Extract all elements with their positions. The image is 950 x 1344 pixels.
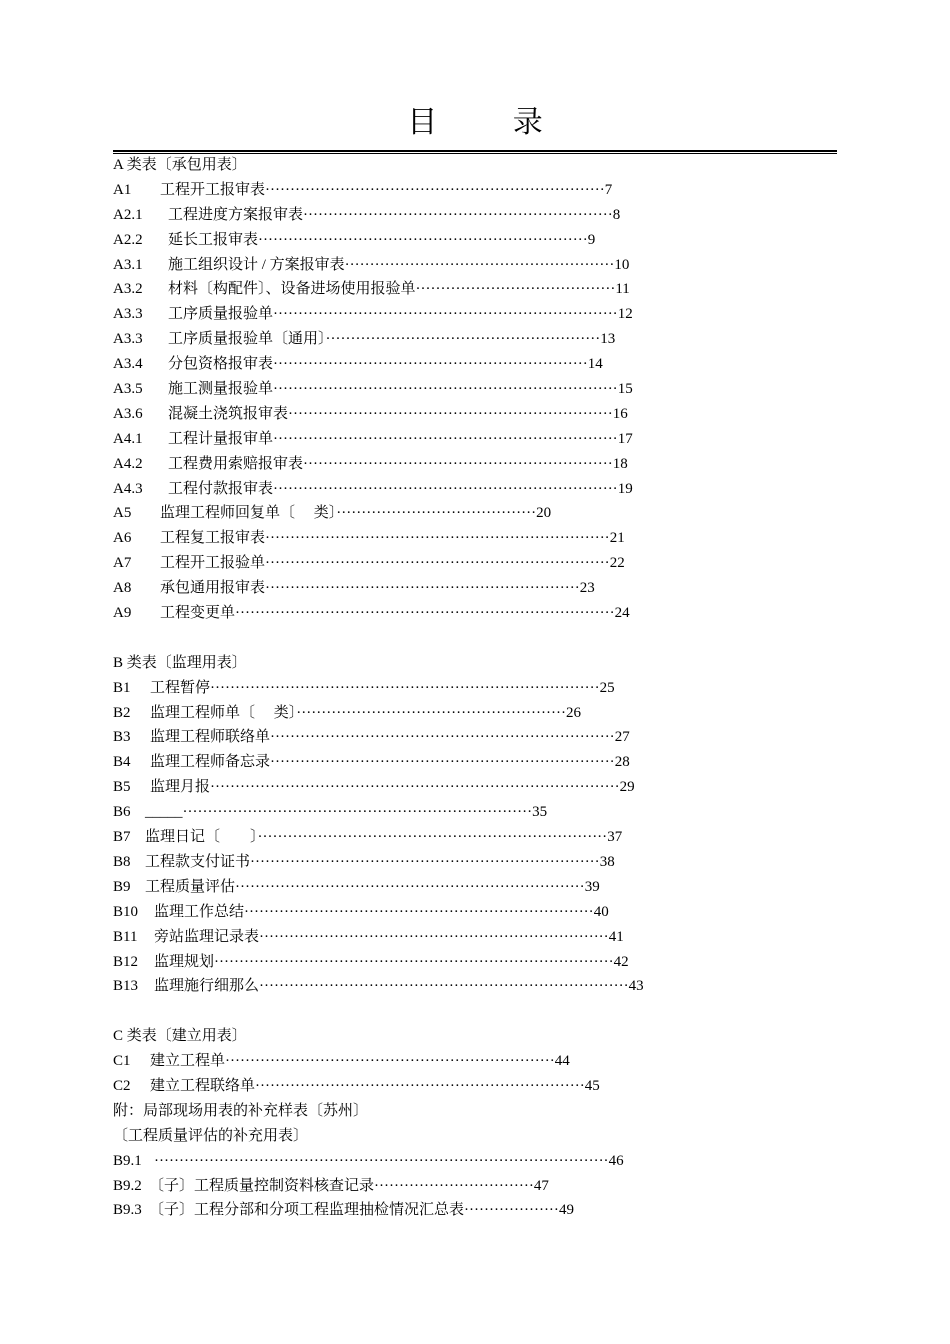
toc-entry[interactable] [113, 850, 853, 875]
toc-entry-code: B8 [113, 853, 131, 870]
toc-entry-title: 承包通用报审表 [160, 580, 266, 597]
dot-leader: ······································································ [244, 903, 594, 920]
toc-entry-code: A9 [113, 605, 132, 622]
toc-entry-page-number: 23 [579, 580, 595, 597]
toc-entry-title: 监理工作总结 [154, 903, 245, 920]
dot-leader: ·············································································· [210, 679, 600, 696]
toc-entry-code: A3.3 [113, 306, 143, 323]
section-a-title: A 类表〔承包用表〕 [113, 157, 247, 173]
toc-entry-title: 监理工程师回复单〔 类〕 [160, 505, 337, 522]
toc-entry[interactable] [113, 501, 853, 526]
toc-entry-code: B9 [113, 878, 131, 895]
dot-leader: ····································································· [273, 430, 618, 447]
dot-leader: ····································································· [265, 555, 610, 572]
toc-entry-page-number: 45 [584, 1077, 600, 1094]
toc-entry-title: 施工组织设计 / 方案报审表 [168, 256, 345, 273]
dot-leader: ································ [374, 1177, 534, 1194]
toc-entry-page-number: 9 [587, 231, 596, 248]
toc-entry-page-number: 44 [554, 1053, 570, 1070]
toc-entry-page-number: 40 [593, 903, 609, 920]
toc-entry-code: A3.3 [113, 331, 143, 348]
toc-entry-title: 〔子〕工程质量控制资料核查记录 [149, 1177, 375, 1194]
toc-entry-page-number: 24 [614, 605, 630, 622]
toc-entry[interactable] [113, 601, 853, 626]
dot-leader: ··················· [464, 1202, 559, 1219]
toc-entry-code: A6 [113, 530, 132, 547]
toc-entry-page-number: 20 [536, 505, 552, 522]
dot-leader: ······························································ [303, 206, 613, 223]
toc-entry-code: B7 [113, 829, 131, 846]
appendix-title: 附：局部现场用表的补充样表〔苏州〕 [113, 1102, 369, 1119]
dot-leader: ····································································· [270, 729, 615, 746]
toc-entry[interactable] [113, 875, 853, 900]
toc-entry-page-number: 39 [584, 878, 600, 895]
toc-entry-title: 工序质量报验单〔通用〕 [168, 331, 326, 348]
toc-entry-page-number: 43 [628, 978, 644, 995]
toc-entry[interactable] [113, 526, 853, 551]
toc-entry[interactable] [113, 925, 853, 950]
toc-entry[interactable] [113, 203, 853, 228]
dot-leader: ······································································ [182, 804, 533, 821]
toc-entry-code: B12 [113, 953, 139, 970]
dot-leader: ······································································ [257, 829, 608, 846]
toc-entry[interactable] [113, 551, 853, 576]
toc-entry-title: 监理工程师备忘录 [150, 754, 271, 771]
dot-leader: ······························································· [265, 580, 580, 597]
toc-entry-page-number: 19 [617, 480, 633, 497]
toc-entry-code: C2 [113, 1077, 131, 1094]
toc-entry-title: 建立工程单 [150, 1053, 226, 1070]
toc-entry[interactable] [113, 327, 853, 352]
toc-entry[interactable] [113, 974, 853, 999]
toc-entry[interactable] [113, 950, 853, 975]
toc-entry-title: 监理工程师单〔 类〕 [150, 704, 297, 721]
toc-entry[interactable] [113, 1049, 853, 1074]
dot-leader: ······································································ [259, 928, 609, 945]
dot-leader: ····································································· [273, 306, 618, 323]
section-b-title: B 类表〔监理用表〕 [113, 654, 247, 671]
toc-entry-page-number: 47 [533, 1177, 549, 1194]
section-c-title: C 类表〔建立用表〕 [113, 1028, 247, 1045]
dot-leader: ·································································· [225, 1053, 555, 1070]
toc-entry[interactable] [113, 900, 853, 925]
toc-entry-title: 工程计量报审单 [168, 430, 274, 447]
toc-entry[interactable] [113, 775, 853, 800]
toc-entry-page-number: 41 [608, 928, 624, 945]
toc-entry[interactable] [113, 402, 853, 427]
dot-leader: ······················································· [325, 331, 601, 348]
toc-entry-code: A8 [113, 580, 132, 597]
toc-entry-code: B11 [113, 928, 138, 945]
toc-entry-page-number: 37 [607, 829, 623, 846]
section-c-list [113, 1049, 853, 1099]
toc-entry[interactable] [113, 1074, 853, 1099]
toc-entry-title: 工程变更单 [160, 605, 236, 622]
toc-entry-page-number: 42 [613, 953, 629, 970]
toc-entry-code: A5 [113, 505, 132, 522]
toc-entry-title: 工程费用索赔报审表 [168, 455, 304, 472]
toc-entry[interactable] [113, 352, 853, 377]
toc-entry-title: 工序质量报验单 [168, 306, 274, 323]
toc-entry-code: A4.1 [113, 430, 143, 447]
toc-entry-code: C1 [113, 1053, 131, 1070]
toc-entry-title: 工程进度方案报审表 [168, 206, 304, 223]
toc-entry-page-number: 13 [600, 331, 616, 348]
toc-entry-title: 延长工报审表 [168, 231, 259, 248]
dot-leader: ······················································ [296, 704, 567, 721]
dot-leader: ····································································· [273, 480, 618, 497]
toc-entry-page-number: 15 [617, 381, 633, 398]
dot-leader: ·················································································· [210, 779, 620, 796]
toc-entry-page-number: 49 [558, 1202, 574, 1219]
section-b-list [113, 676, 853, 1000]
dot-leader: ······················································ [344, 256, 615, 273]
toc-entry-code: A4.2 [113, 455, 143, 472]
toc-entry-code: B13 [113, 978, 139, 995]
toc-entry-code: A3.1 [113, 256, 143, 273]
toc-entry-title: 材料〔构配件〕、设备进场使用报验单 [168, 281, 416, 298]
dot-leader: ····································································· [265, 530, 610, 547]
appendix-list [113, 1149, 853, 1224]
table-of-contents [113, 153, 853, 1223]
toc-entry[interactable] [113, 800, 853, 825]
toc-entry-title: 混凝土浇筑报审表 [168, 405, 289, 422]
toc-entry[interactable] [113, 701, 853, 726]
dot-leader: ······························································ [303, 455, 613, 472]
toc-entry[interactable] [113, 228, 853, 253]
toc-entry-title: 监理月报 [150, 779, 211, 796]
toc-entry-code: A3.2 [113, 281, 143, 298]
toc-entry-page-number: 18 [612, 455, 628, 472]
toc-entry[interactable] [113, 725, 853, 750]
toc-entry-code: A4.3 [113, 480, 143, 497]
toc-entry-page-number: 35 [532, 804, 548, 821]
dot-leader: ······························································· [273, 356, 588, 373]
dot-leader: ··························································································· [154, 1152, 609, 1169]
toc-entry-code: B9.1 [113, 1152, 142, 1169]
toc-entry-page-number: 46 [608, 1152, 624, 1169]
toc-entry-title: 监理规划 [154, 953, 215, 970]
toc-entry[interactable] [113, 452, 853, 477]
toc-entry-title: 监理施行细那么 [154, 978, 260, 995]
toc-entry-title: _____ [145, 804, 183, 821]
toc-entry-title: 〔子〕工程分部和分项工程监理抽检情况汇总表 [149, 1202, 465, 1219]
toc-entry-page-number: 29 [619, 779, 635, 796]
toc-entry-page-number: 25 [599, 679, 615, 696]
dot-leader: ······································································ [250, 853, 600, 870]
toc-entry-code: B1 [113, 679, 131, 696]
toc-entry-title: 工程开工报验单 [160, 555, 266, 572]
toc-entry-title: 工程质量评估 [145, 878, 236, 895]
toc-entry[interactable] [113, 427, 853, 452]
toc-entry-page-number: 27 [614, 729, 630, 746]
toc-entry-title: 旁站监理记录表 [154, 928, 260, 945]
toc-entry-title: 工程开工报审表 [160, 181, 266, 198]
toc-entry[interactable] [113, 253, 853, 278]
toc-entry-page-number: 10 [614, 256, 630, 273]
toc-entry-page-number: 12 [617, 306, 633, 323]
toc-entry[interactable] [113, 576, 853, 601]
toc-entry[interactable] [113, 178, 853, 203]
dot-leader: ············································································ [235, 605, 615, 622]
dot-leader: ····································································· [273, 381, 618, 398]
dot-leader: ·································································· [255, 1077, 585, 1094]
toc-entry-page-number: 38 [599, 853, 615, 870]
toc-entry-code: B3 [113, 729, 131, 746]
toc-entry-code: B2 [113, 704, 131, 721]
toc-entry-code: B10 [113, 903, 139, 920]
toc-entry-title: 施工测量报验单 [168, 381, 274, 398]
toc-entry-page-number: 28 [614, 754, 630, 771]
toc-entry[interactable] [113, 277, 853, 302]
toc-entry-code: A3.4 [113, 356, 143, 373]
toc-entry[interactable] [113, 377, 853, 402]
toc-entry-code: B6 [113, 804, 131, 821]
toc-entry-code: A1 [113, 181, 132, 198]
toc-entry-code: A3.5 [113, 381, 143, 398]
toc-entry-title: 工程款支付证书 [145, 853, 251, 870]
toc-entry[interactable] [113, 1174, 853, 1199]
appendix-subtitle: 〔工程质量评估的补充用表〕 [113, 1127, 309, 1144]
toc-entry-code: B9.3 [113, 1202, 142, 1219]
toc-entry[interactable] [113, 302, 853, 327]
toc-entry[interactable] [113, 477, 853, 502]
dot-leader: ·········································································· [259, 978, 629, 995]
toc-entry-page-number: 8 [612, 206, 621, 223]
dot-leader: ································································· [288, 405, 613, 422]
toc-entry-code: A2.1 [113, 206, 143, 223]
dot-leader: ····································································· [270, 754, 615, 771]
dot-leader: ········································ [336, 505, 537, 522]
toc-entry-title: 分包资格报审表 [168, 356, 274, 373]
toc-entry-code: B9.2 [113, 1177, 142, 1194]
toc-entry-code: A3.6 [113, 405, 143, 422]
dot-leader: ······································································ [235, 878, 585, 895]
toc-entry-page-number: 26 [566, 704, 582, 721]
toc-entry-page-number: 7 [604, 181, 613, 198]
dot-leader: ················································································ [214, 953, 614, 970]
dot-leader: ···································································· [265, 181, 605, 198]
toc-entry-code: B5 [113, 779, 131, 796]
toc-entry-title: 建立工程联络单 [150, 1077, 256, 1094]
toc-entry[interactable] [113, 1198, 853, 1223]
toc-entry-page-number: 21 [609, 530, 625, 547]
toc-entry-title: 监理工程师联络单 [150, 729, 271, 746]
toc-entry-page-number: 17 [617, 430, 633, 447]
toc-entry[interactable] [113, 676, 853, 701]
toc-entry-code: A7 [113, 555, 132, 572]
toc-entry-title: 工程复工报审表 [160, 530, 266, 547]
toc-entry-page-number: 16 [612, 405, 628, 422]
toc-entry-code: A2.2 [113, 231, 143, 248]
toc-entry[interactable] [113, 825, 853, 850]
toc-entry-page-number: 14 [587, 356, 603, 373]
dot-leader: ·································································· [258, 231, 588, 248]
toc-entry[interactable] [113, 1149, 853, 1174]
toc-entry-page-number: 11 [615, 281, 630, 298]
toc-entry-page-number: 22 [609, 555, 625, 572]
toc-entry-title: 工程暂停 [150, 679, 211, 696]
dot-leader: ········································ [415, 281, 616, 298]
toc-entry-code: B4 [113, 754, 131, 771]
page-title: 目 录 [407, 106, 577, 139]
toc-entry-title: 监理日记〔 〕 [145, 829, 258, 846]
toc-entry[interactable] [113, 750, 853, 775]
toc-entry-title: 工程付款报审表 [168, 480, 274, 497]
section-a-list [113, 178, 853, 626]
